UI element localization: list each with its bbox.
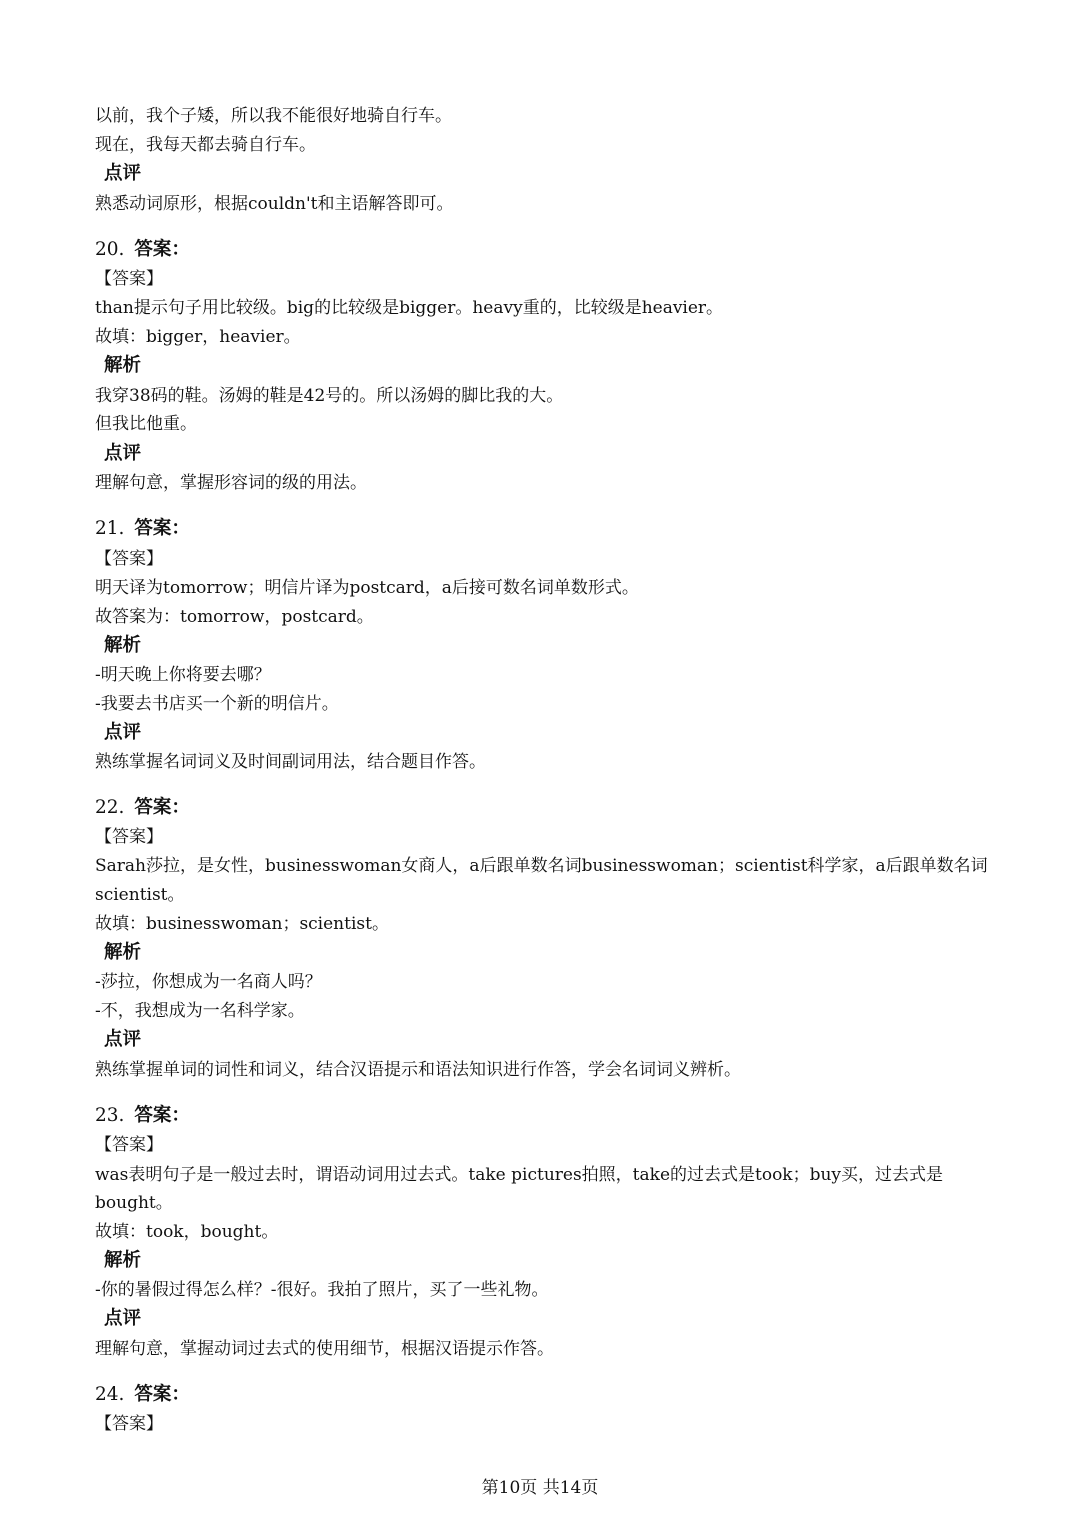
comment-heading: 点评 xyxy=(104,443,142,464)
comment-text: 理解句意，掌握形容词的级的用法。 xyxy=(95,473,367,493)
analysis-line: -我要去书店买一个新的明信片。 xyxy=(95,694,339,714)
comment-heading: 点评 xyxy=(104,1029,142,1050)
question-header xyxy=(95,239,995,261)
question-header xyxy=(95,1384,995,1406)
answer-tag: 【答案】 xyxy=(95,827,163,847)
answer-heading: 答案： xyxy=(134,518,190,539)
answer-line: 故答案为：tomorrow，postcard。 xyxy=(95,607,374,627)
comment-heading: 点评 xyxy=(104,1308,142,1329)
answer-line: 故填：took，bought。 xyxy=(95,1222,279,1242)
comment-heading: 点评 xyxy=(104,722,142,743)
analysis-line: 以前，我个子矮，所以我不能很好地骑自行车。 xyxy=(95,106,452,126)
question-number: 20. xyxy=(95,239,125,260)
comment-text: 熟练掌握单词的词性和词义，结合汉语提示和语法知识进行作答，学会名词词义辨析。 xyxy=(95,1060,741,1080)
answer-line: bought。 xyxy=(95,1193,173,1213)
analysis-heading: 解析 xyxy=(104,942,142,963)
answer-heading: 答案： xyxy=(134,1384,190,1405)
analysis-heading: 解析 xyxy=(104,355,142,376)
question-header xyxy=(95,518,995,540)
question-header xyxy=(95,1105,995,1127)
answer-line: than提示句子用比较级。big的比较级是bigger。heavy重的，比较级是heavier。 xyxy=(95,298,724,318)
analysis-line: 但我比他重。 xyxy=(95,414,197,434)
answer-tag: 【答案】 xyxy=(95,549,163,569)
analysis-heading: 解析 xyxy=(104,635,142,656)
answer-tag: 【答案】 xyxy=(95,1414,163,1434)
comment-text: 熟练掌握名词词义及时间副词用法，结合题目作答。 xyxy=(95,752,486,772)
comment-text: 理解句意，掌握动词过去式的使用细节，根据汉语提示作答。 xyxy=(95,1339,554,1359)
question-number: 24. xyxy=(95,1384,125,1405)
analysis-line: -不，我想成为一名科学家。 xyxy=(95,1001,305,1021)
analysis-heading: 解析 xyxy=(104,1250,142,1271)
analysis-line: -莎拉，你想成为一名商人吗？ xyxy=(95,972,322,992)
answer-line: 明天译为tomorrow；明信片译为postcard，a后接可数名词单数形式。 xyxy=(95,578,639,598)
answer-line: scientist。 xyxy=(95,885,185,905)
answer-heading: 答案： xyxy=(134,1105,190,1126)
answer-tag: 【答案】 xyxy=(95,269,163,289)
answer-line: 故填：businesswoman；scientist。 xyxy=(95,914,389,934)
analysis-line: 我穿38码的鞋。汤姆的鞋是42号的。所以汤姆的脚比我的大。 xyxy=(95,386,564,406)
analysis-line: -你的暑假过得怎么样？-很好。我拍了照片，买了一些礼物。 xyxy=(95,1280,549,1300)
analysis-line: -明天晚上你将要去哪？ xyxy=(95,665,271,685)
analysis-line: 现在，我每天都去骑自行车。 xyxy=(95,135,316,155)
answer-line: was表明句子是一般过去时，谓语动词用过去式。take pictures拍照，take的过去式是took；buy买，过去式是 xyxy=(95,1165,944,1185)
comment-text: 熟悉动词原形，根据couldn't和主语解答即可。 xyxy=(95,194,454,214)
answer-line: Sarah莎拉，是女性，businesswoman女商人，a后跟单数名词businesswoman；scientist科学家，a后跟单数名词 xyxy=(95,856,988,876)
answer-heading: 答案： xyxy=(134,797,190,818)
answer-heading: 答案： xyxy=(134,239,190,260)
page-footer: 第10页 共14页 xyxy=(481,1478,599,1498)
answer-tag: 【答案】 xyxy=(95,1135,163,1155)
question-number: 23. xyxy=(95,1105,125,1126)
comment-heading: 点评 xyxy=(104,163,142,184)
question-number: 21. xyxy=(95,518,125,539)
question-header xyxy=(95,797,995,819)
question-number: 22. xyxy=(95,797,125,818)
answer-line: 故填：bigger，heavier。 xyxy=(95,327,301,347)
